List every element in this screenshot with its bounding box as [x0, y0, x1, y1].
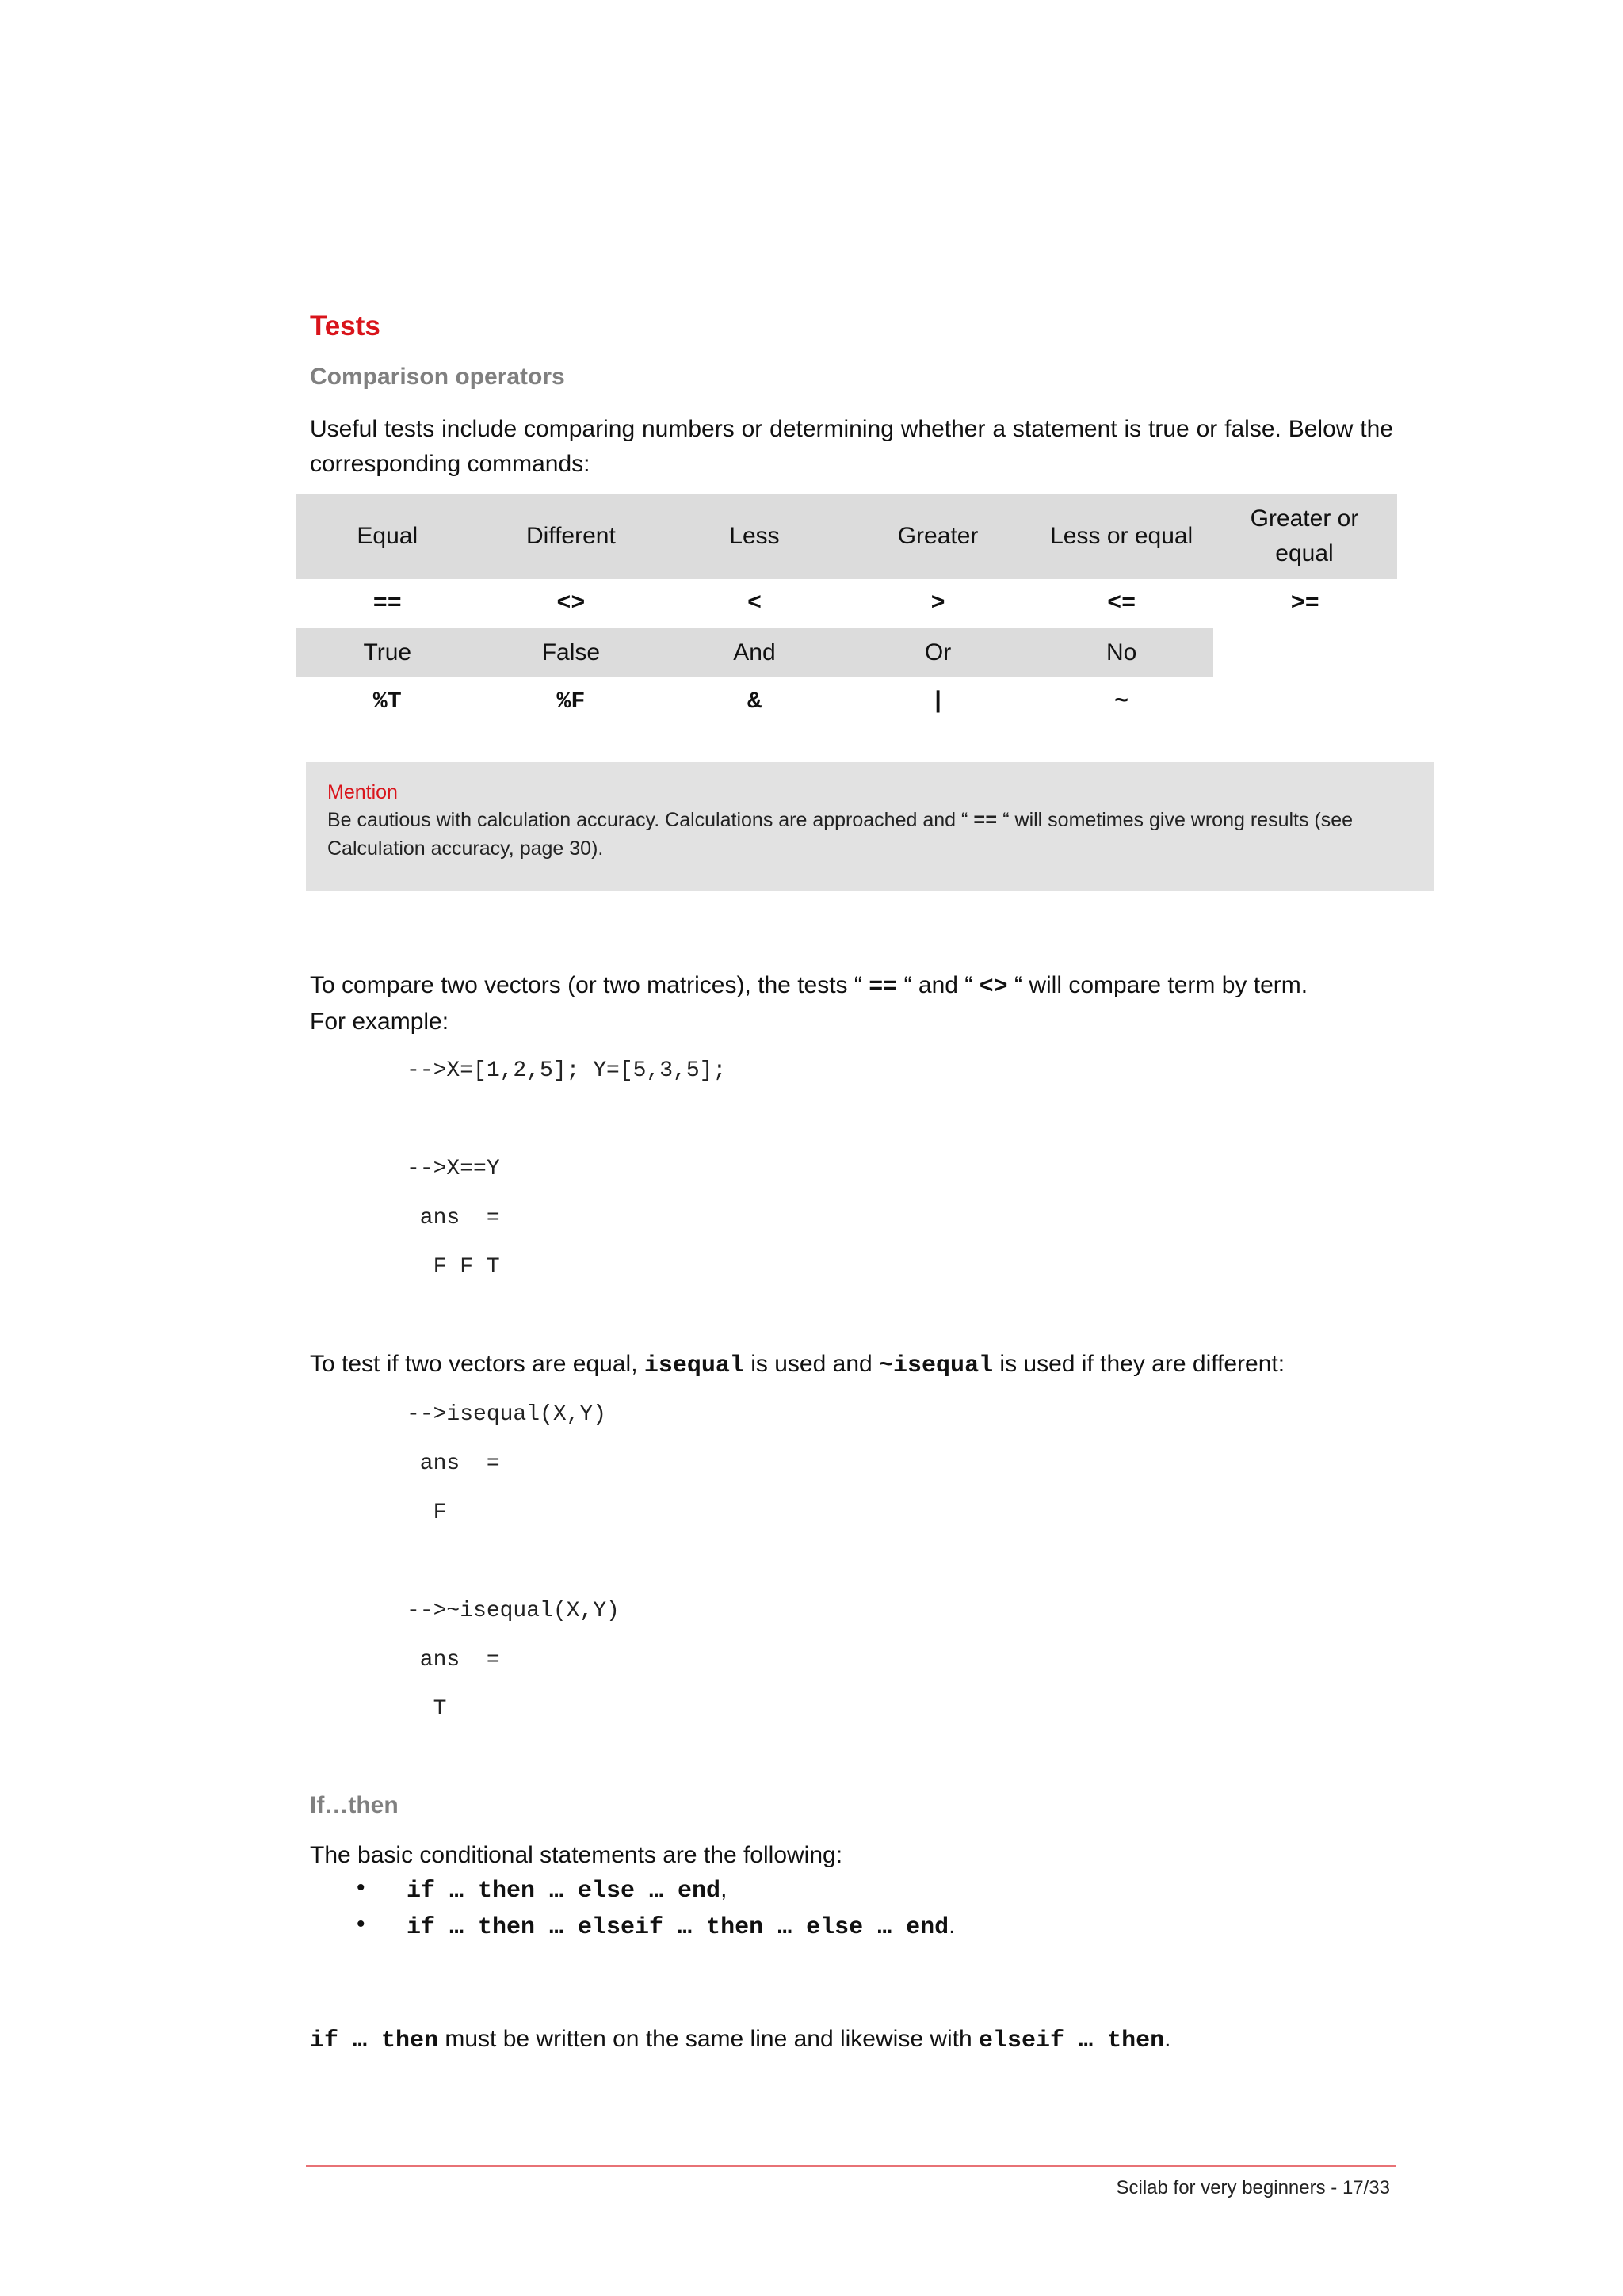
mention-box [306, 762, 1434, 891]
bullet-item [407, 1876, 727, 1905]
ifthen-intro: The basic conditional statements are the following: [310, 1842, 843, 1868]
table-cell: No [1106, 639, 1137, 666]
bullet-item [407, 1913, 955, 1941]
code-line: ans = [407, 1648, 500, 1672]
text-part: is used if they are different: [999, 1351, 1285, 1377]
table-cell: & [747, 688, 762, 715]
intro-paragraph: Useful tests include comparing numbers or determining whether a statement is true or false. Below the corresponding commands: [310, 416, 1393, 477]
code-keyword: elseif … then [979, 2027, 1165, 2054]
operator-different: <> [979, 974, 1008, 1001]
footer-divider [306, 2165, 1396, 2167]
code-keyword: if … then … elseif … then … else … end [407, 1914, 949, 1941]
code-line: ans = [407, 1451, 500, 1476]
table-cell: Less [729, 523, 780, 549]
code-line: -->X==Y [407, 1157, 500, 1181]
bullet-dot: • [357, 1875, 365, 1901]
text-part: must be written on the same line and likewise with [445, 2026, 972, 2052]
bullet-dot: • [357, 1911, 365, 1937]
section-subtitle: Comparison operators [310, 364, 565, 390]
mention-operator: == [973, 810, 998, 833]
text-part: For example: [310, 1009, 449, 1035]
code-line: ans = [407, 1206, 500, 1230]
ifthen-heading: If…then [310, 1792, 399, 1818]
mention-text-part: “ will sometimes give wrong results (see Calculation accuracy, page 30). [327, 809, 1354, 860]
keyword-isequal: isequal [643, 1352, 744, 1379]
code-keyword: if … then … else … end [407, 1878, 721, 1905]
table-cell: <> [556, 590, 586, 617]
table-cell: == [372, 590, 402, 617]
table-cell: Less or equal [1050, 523, 1193, 549]
table-cell: Greater or equal [1250, 505, 1359, 566]
table-cell: Different [525, 523, 616, 549]
code-line: F F T [407, 1255, 500, 1280]
code-line: T [407, 1697, 447, 1722]
table-cell: ~ [1114, 688, 1129, 715]
table-cell: False [541, 639, 601, 666]
table-cell: Or [924, 639, 952, 666]
text-part: To compare two vectors (or two matrices), the tests “ [310, 972, 862, 998]
table-row-operators [296, 579, 1397, 628]
table-cell: Equal [357, 523, 418, 549]
code-line: -->isequal(X,Y) [407, 1402, 607, 1427]
table-cell: %F [556, 688, 586, 715]
page-footer: Scilab for very beginners - 17/33 [1116, 2177, 1390, 2199]
table-cell: > [930, 590, 945, 617]
table-cell: %T [372, 688, 402, 715]
keyword-not-isequal: ~isequal [879, 1352, 994, 1379]
compare-paragraph [310, 968, 1393, 1039]
table-row-logic-operators [296, 677, 1213, 727]
text-part: . [949, 1913, 956, 1939]
text-part: . [1164, 2026, 1171, 2052]
table-cell: < [747, 590, 762, 617]
mention-text-part: Be cautious with calculation accuracy. Calculations are approached and “ [327, 809, 968, 831]
text-part: , [720, 1876, 727, 1902]
text-part: “ and “ [903, 972, 973, 998]
text-part: is used and [750, 1351, 873, 1377]
mention-title: Mention [327, 781, 398, 803]
operator-equal: == [869, 974, 898, 1001]
text-part: To test if two vectors are equal, [310, 1351, 638, 1377]
code-keyword: if … then [310, 2027, 439, 2054]
table-cell: | [930, 688, 945, 715]
table-cell: And [733, 639, 776, 666]
text-part: “ will compare term by term. [1014, 972, 1308, 998]
code-line: F [407, 1501, 447, 1525]
section-title: Tests [310, 311, 380, 341]
code-line: -->X=[1,2,5]; Y=[5,3,5]; [407, 1058, 727, 1083]
table-cell: True [363, 639, 412, 666]
isequal-paragraph [310, 1347, 1393, 1383]
mention-text [327, 807, 1413, 863]
table-row-logic-names [296, 628, 1213, 677]
table-row-names [296, 494, 1397, 579]
table-cell: Greater [897, 523, 979, 549]
code-line: -->~isequal(X,Y) [407, 1599, 620, 1623]
table-cell: >= [1290, 590, 1319, 617]
table-cell: <= [1107, 590, 1136, 617]
ifthen-note [310, 2022, 1393, 2058]
